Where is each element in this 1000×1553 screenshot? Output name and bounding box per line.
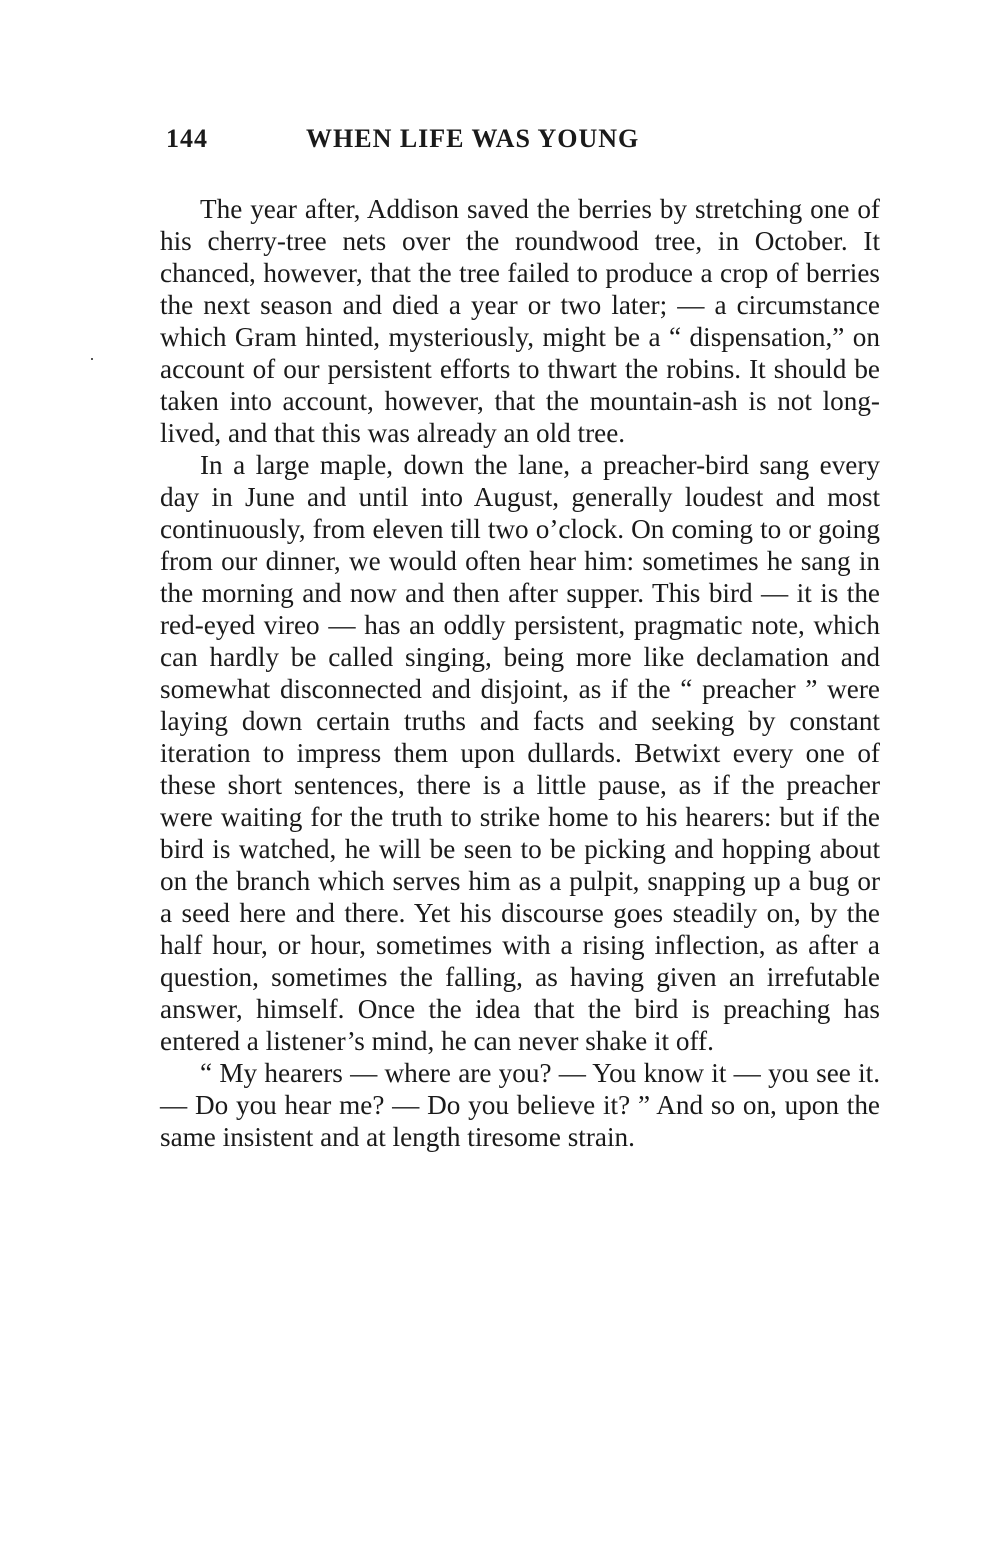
- running-head-title: WHEN LIFE WAS YOUNG: [306, 124, 640, 153]
- paragraph-quotation: “ My hearers — where are you? — You know it — you see it. — Do you hear me? — Do you believe it? ” And so on, upon the same insistent and at length tiresome strain.: [160, 1058, 880, 1152]
- page-number: 144: [166, 124, 208, 153]
- page-header: [166, 124, 886, 160]
- body-text: [160, 193, 880, 1153]
- paragraph-preacher-bird: In a large maple, down the lane, a preacher-bird sang every day in June and until into August, generally loudest and most continuously, from eleven till two o’clock. On coming to or going from our dinner, we would often hear him: sometimes he sang in the morning and now and then after supper. This bird — it is the red-eyed vireo — has an oddly persistent, pragmatic note, which can hardly be called singing, being more like declamation and somewhat disconnected and disjoint, as if the “ preacher ” were laying down certain truths and facts and seeking by constant iteration to impress them upon dullards. Betwixt every one of these short sentences, there is a little pause, as if the preacher were waiting for the truth to strike home to his hearers: but if the bird is watched, he will be seen to be picking and hopping about on the branch which serves him as a pulpit, snapping up a bug or a seed here and there. Yet his discourse goes steadily on, by the half hour, or hour, sometimes with a rising inflection, as after a question, sometimes the falling, as having given an irrefutable answer, himself. Once the idea that the bird is preaching has entered a listener’s mind, he can never shake it off.: [160, 450, 880, 1056]
- paragraph-berries: The year after, Addison saved the berries by stretching one of his cherry-tree nets over the roundwood tree, in October. It chanced, however, that the tree failed to produce a crop of berries the next season and died a year or two later; — a circumstance which Gram hinted, mysteriously, might be a “ dispensation,” on account of our persistent efforts to thwart the robins. It should be taken into account, however, that the mountain-ash is not long-lived, and that this was already an old tree.: [160, 194, 880, 448]
- print-speck: [91, 358, 93, 360]
